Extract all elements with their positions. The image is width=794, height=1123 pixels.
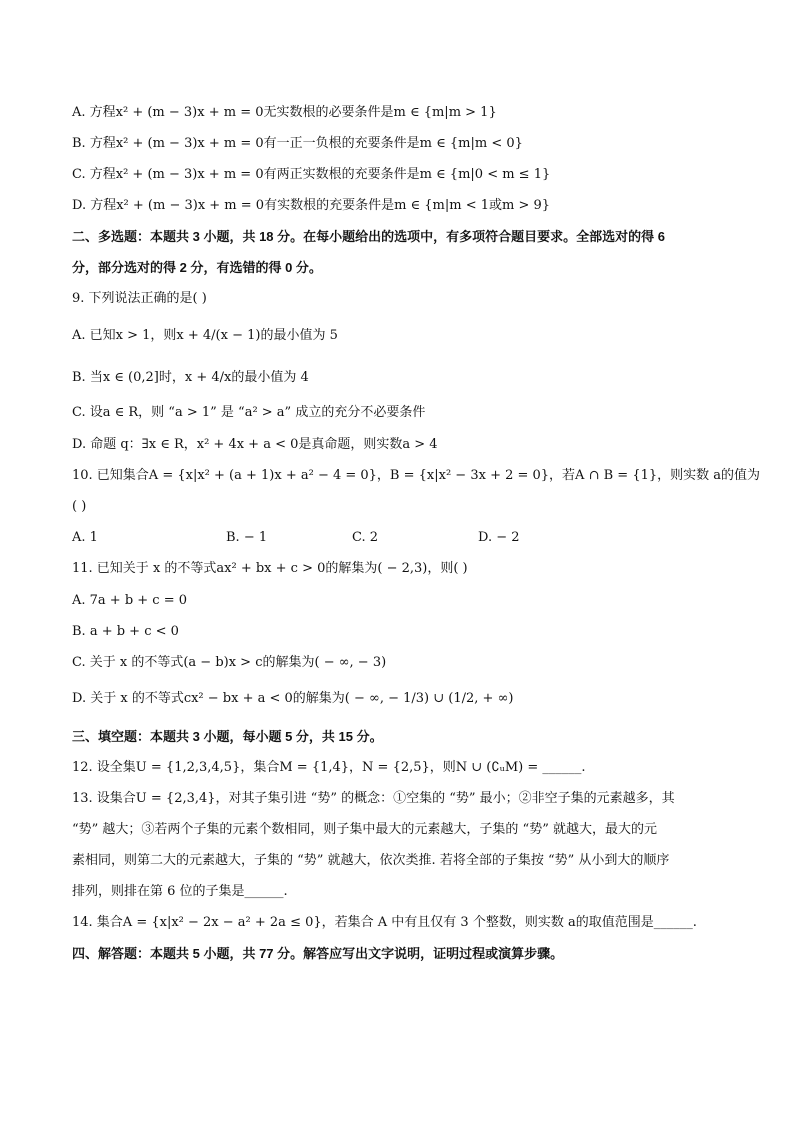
q13-stem: 13. 设集合U = {2,3,4}，对其子集引进 “势” 的概念：①空集的 “势” 最小；②非空子集的元素越多，其 [72,791,675,806]
section-3-header: 三、填空题：本题共 3 小题，每小题 5 分，共 15 分。 [72,729,383,744]
q10-option-a: A. 1 [72,530,98,545]
q14-stem: 14. 集合A = {x|x² − 2x − a² + 2a ≤ 0}，若集合 A 中有且仅有 3 个整数，则实数 a的取值范围是______. [72,915,697,930]
q10-option-b: B. − 1 [226,530,268,545]
q13-stem-3: 素相同，则第二大的元素越大，子集的 “势” 就越大，依次类推. 若将全部的子集按 “势” 从小到大的顺序 [72,853,670,868]
q9-option-b: B. 当x ∈ (0,2]时，x + 4/x的最小值为 4 [72,370,309,385]
q11-option-d: D. 关于 x 的不等式cx² − bx + a < 0的解集为( − ∞, − 1/3) ∪ (1/2, + ∞) [72,691,514,706]
q11-option-c: C. 关于 x 的不等式(a − b)x > c的解集为( − ∞, − 3) [72,655,387,670]
q13-stem-2: “势” 越大；③若两个子集的元素个数相同，则子集中最大的元素越大，子集的 “势” 就越大，最大的元 [72,822,657,837]
q13-stem-4: 排列，则排在第 6 位的子集是______. [72,884,288,899]
q9-stem: 9. 下列说法正确的是( ) [72,291,207,306]
q10-stem: 10. 已知集合A = {x|x² + (a + 1)x + a² − 4 = 0}，B = {x|x² − 3x + 2 = 0}，若A ∩ B = {1}，则实数 a的值为 [72,468,761,483]
q8-option-c: C. 方程x² + (m − 3)x + m = 0有两正实数根的充要条件是m ∈ {m|0 < m ≤ 1} [72,167,551,182]
q9-option-a: A. 已知x > 1，则x + 4/(x − 1)的最小值为 5 [72,328,338,343]
q8-option-a: A. 方程x² + (m − 3)x + m = 0无实数根的必要条件是m ∈ {m|m > 1} [72,105,497,120]
q9-option-c: C. 设a ∈ R，则 “a > 1” 是 “a² > a” 成立的充分不必要条件 [72,405,426,420]
q9-option-d: D. 命题 q：∃x ∈ R，x² + 4x + a < 0是真命题，则实数a > 4 [72,437,438,452]
q10-stem-cont: ( ) [72,499,87,514]
q11-stem: 11. 已知关于 x 的不等式ax² + bx + c > 0的解集为( − 2,3)，则( ) [72,561,468,576]
q11-option-a: A. 7a + b + c = 0 [72,593,188,608]
q8-option-d: D. 方程x² + (m − 3)x + m = 0有实数根的充要条件是m ∈ {m|m < 1或m > 9} [72,198,551,213]
q11-option-b: B. a + b + c < 0 [72,624,179,639]
q10-options [72,529,732,547]
q10-option-c: C. 2 [352,530,379,545]
section-2-header: 二、多选题：本题共 3 小题，共 18 分。在每小题给出的选项中，有多项符合题目要求。全部选对的得 6 [72,229,665,244]
q8-option-b: B. 方程x² + (m − 3)x + m = 0有一正一负根的充要条件是m ∈ {m|m < 0} [72,136,523,151]
q10-option-d: D. − 2 [478,530,520,545]
q12-stem: 12. 设全集U = {1,2,3,4,5}，集合M = {1,4}，N = {2,5}，则N ∪ (∁ᵤM) = ______. [72,760,586,775]
section-2-header-cont: 分，部分选对的得 2 分，有选错的得 0 分。 [72,260,322,275]
section-4-header: 四、解答题：本题共 5 小题，共 77 分。解答应写出文字说明，证明过程或演算步骤。 [72,946,564,961]
